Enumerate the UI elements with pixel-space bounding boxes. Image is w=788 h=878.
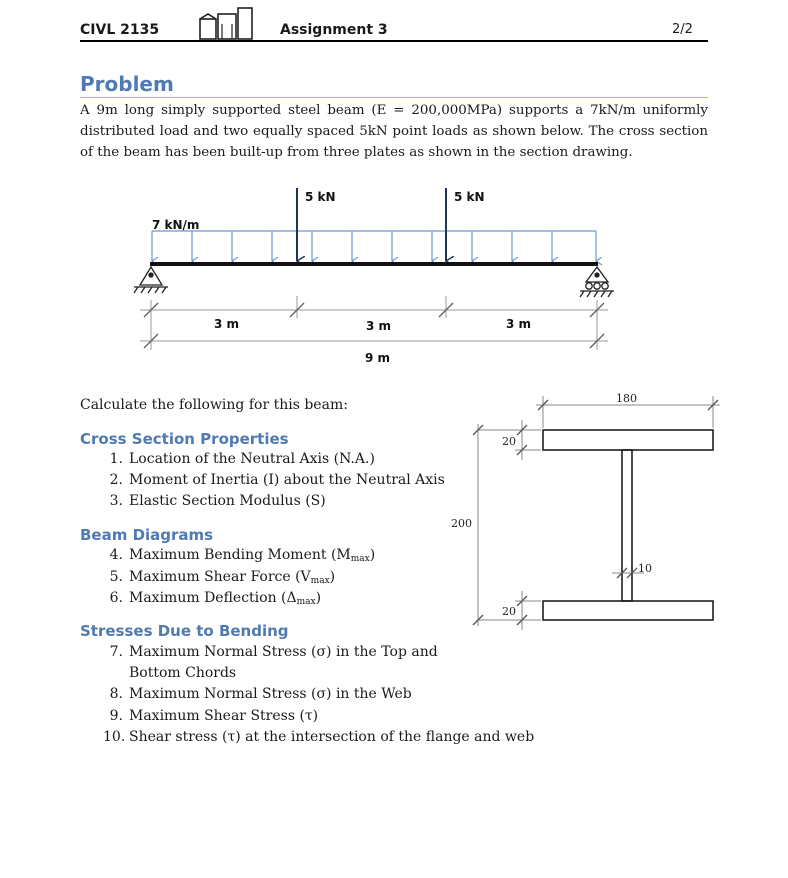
section-heading-beam-diagrams: Beam Diagrams [80, 526, 214, 544]
span-label-3: 3 m [506, 317, 532, 331]
top-flange-thickness-label: 20 [502, 435, 516, 448]
web-thickness-label: 10 [638, 562, 652, 575]
beam [150, 262, 598, 266]
section-ticks [473, 400, 718, 625]
problem-heading: Problem [80, 72, 174, 96]
course-code: CIVL 2135 [80, 22, 160, 38]
i-section [543, 430, 713, 620]
span-label-1: 3 m [214, 317, 240, 331]
total-span-label: 9 m [365, 351, 391, 365]
section-dimensions [478, 396, 720, 630]
flange-width-label: 180 [616, 392, 637, 405]
overall-depth-label: 200 [451, 517, 472, 530]
assignment-title: Assignment 3 [280, 22, 388, 38]
bottom-flange-thickness-label: 20 [502, 605, 516, 618]
span-label-2: 3 m [366, 319, 392, 333]
pin-support-icon [134, 267, 168, 293]
section-heading-stresses: Stresses Due to Bending [80, 622, 289, 640]
point-load-label-2: 5 kN [454, 190, 485, 204]
udl-label: 7 kN/m [152, 218, 200, 232]
point-load-label-1: 5 kN [305, 190, 336, 204]
page-number: 2/2 [672, 22, 693, 37]
roller-support-icon [580, 267, 614, 297]
problem-statement: A 9m long simply supported steel beam (E = 200,000MPa) supports a 7kN/m uniformly distributed load and two equally spaced 5kN point loads as shown below. The cross section of the beam has been built-up from three plates as shown in the section drawing. [80, 103, 708, 160]
section-heading-cross-section: Cross Section Properties [80, 430, 289, 448]
udl-arrows [152, 231, 596, 261]
intro-text: Calculate the following for this beam: [80, 397, 348, 413]
